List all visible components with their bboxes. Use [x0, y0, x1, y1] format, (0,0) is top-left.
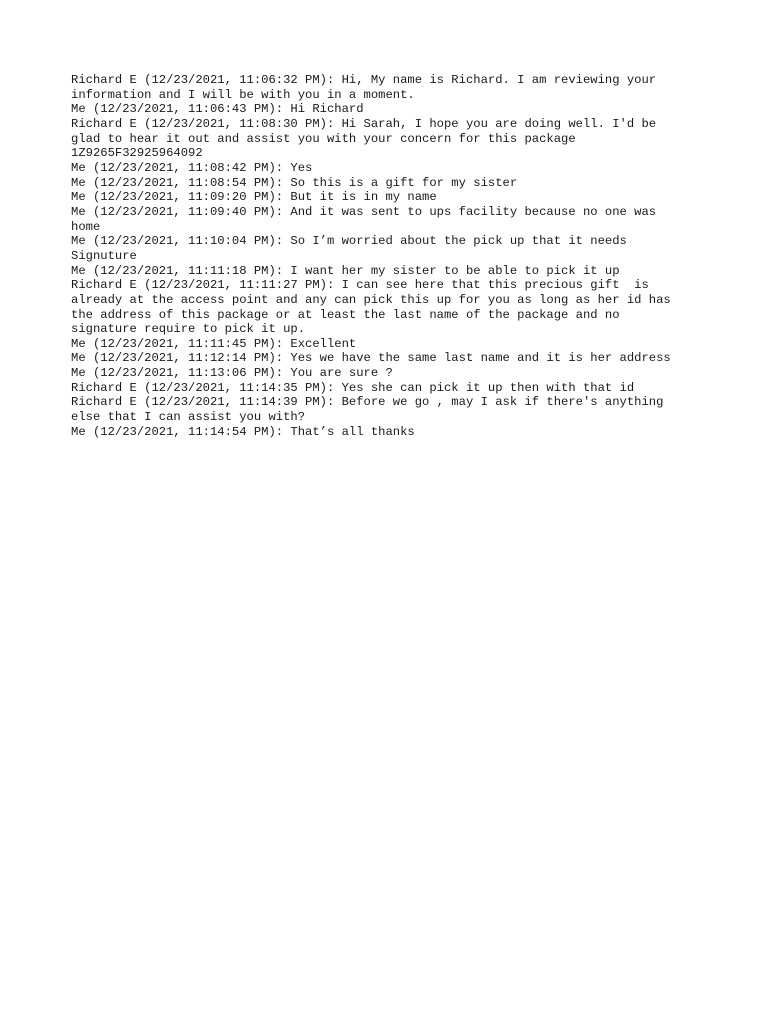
transcript-line: Me (12/23/2021, 11:13:06 PM): You are sure ? [71, 366, 393, 381]
transcript-line: information and I will be with you in a moment. [71, 87, 415, 102]
transcript-line: Richard E (12/23/2021, 11:06:32 PM): Hi, My name is Richard. I am reviewing your [71, 73, 657, 87]
transcript-line: Me (12/23/2021, 11:09:20 PM): But it is in my name [71, 190, 437, 205]
transcript-line: else that I can assist you with? [71, 410, 306, 425]
transcript-line: signature require to pick it up. [71, 322, 306, 337]
transcript-line: Me (12/23/2021, 11:12:14 PM): Yes we have the same last name and it is her address [71, 351, 671, 366]
transcript-line: 1Z9265F32925964092 [71, 146, 203, 161]
transcript-line: Richard E (12/23/2021, 11:14:35 PM): Yes she can pick it up then with that id [71, 380, 635, 395]
chat-transcript [71, 73, 701, 439]
transcript-line: Me (12/23/2021, 11:11:18 PM): I want her my sister to be able to pick it up [71, 263, 620, 278]
transcript-line: Me (12/23/2021, 11:09:40 PM): And it was sent to ups facility because no one was [71, 204, 657, 219]
transcript-line: Richard E (12/23/2021, 11:14:39 PM): Before we go , may I ask if there's anything [71, 395, 664, 410]
transcript-line: Me (12/23/2021, 11:10:04 PM): So I’m worried about the pick up that it needs [71, 234, 627, 249]
transcript-line: Me (12/23/2021, 11:14:54 PM): That’s all thanks [71, 424, 415, 439]
transcript-line: Me (12/23/2021, 11:08:42 PM): Yes [71, 160, 313, 175]
transcript-line: Richard E (12/23/2021, 11:11:27 PM): I can see here that this precious gift is [71, 278, 649, 293]
transcript-line: Me (12/23/2021, 11:06:43 PM): Hi Richard [71, 102, 364, 117]
transcript-line: Me (12/23/2021, 11:11:45 PM): Excellent [71, 336, 357, 351]
transcript-line: home [71, 219, 101, 234]
transcript-line: glad to hear it out and assist you with your concern for this package [71, 131, 576, 146]
transcript-line: Richard E (12/23/2021, 11:08:30 PM): Hi Sarah, I hope you are doing well. I'd be [71, 116, 657, 131]
transcript-line: the address of this package or at least the last name of the package and no [71, 307, 620, 322]
transcript-line: Signuture [71, 248, 137, 263]
transcript-line: Me (12/23/2021, 11:08:54 PM): So this is a gift for my sister [71, 175, 518, 190]
transcript-line: already at the access point and any can pick this up for you as long as her id has [71, 292, 671, 307]
